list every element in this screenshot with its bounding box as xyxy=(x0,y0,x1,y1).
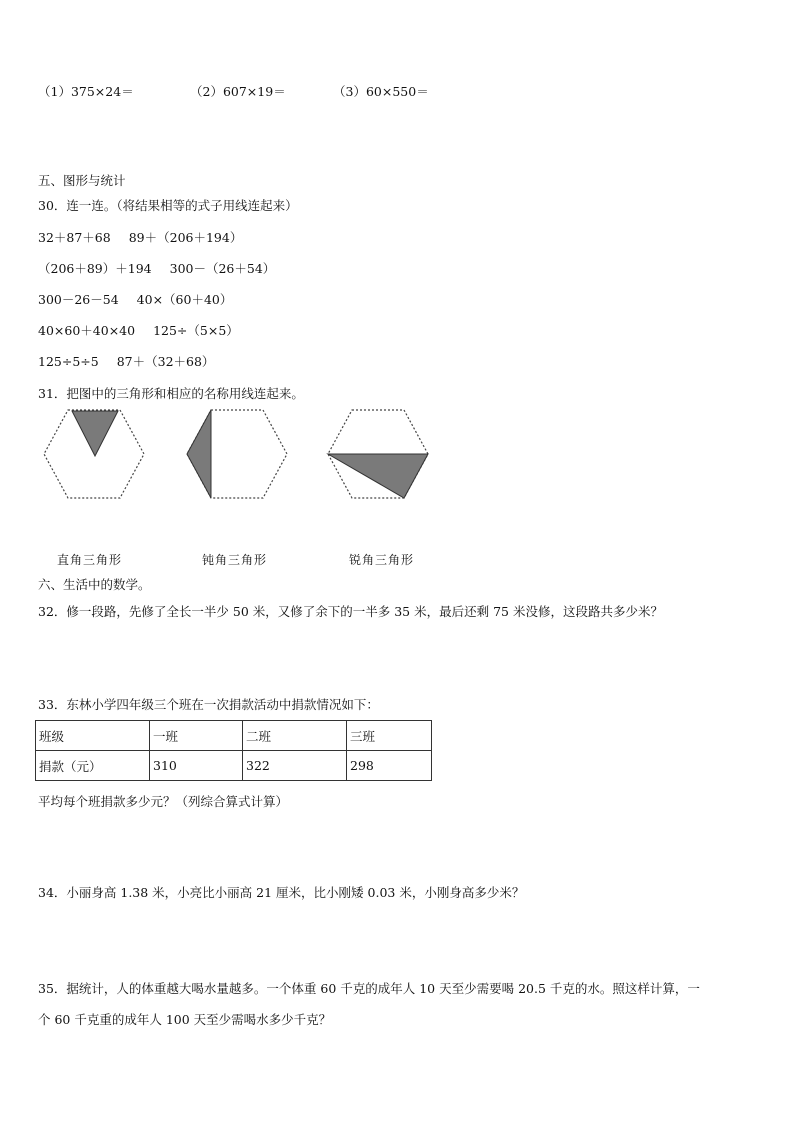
q30-left-expression: 300－26－54 xyxy=(38,292,119,307)
triangle-label-right: 直角三角形 xyxy=(57,553,123,567)
q30-left-expression: 32＋87＋68 xyxy=(38,230,111,245)
q30-right-expression: 87＋（32＋68） xyxy=(116,354,215,369)
hexagon-figure-1 xyxy=(42,408,146,500)
table-cell: 二班 xyxy=(243,721,347,751)
calc-problem-2: （2）607×19＝ xyxy=(190,84,286,99)
hexagon-figure-2 xyxy=(185,408,289,500)
donation-table xyxy=(35,720,432,781)
q35-line-1: 35．据统计，人的体重越大喝水量越多。一个体重 60 千克的成年人 10 天至少需要喝 20.5 千克的水。照这样计算，一 xyxy=(38,981,700,996)
q30-right-expression: 125÷（5×5） xyxy=(153,323,239,338)
table-cell: 310 xyxy=(150,751,243,781)
q30-row xyxy=(38,292,232,308)
hexagon-figure-3 xyxy=(326,408,430,500)
triangle-label-acute: 锐角三角形 xyxy=(349,553,415,567)
q32-text: 32．修一段路，先修了全长一半少 50 米，又修了余下的一半多 35 米，最后还剩 75 米没修，这段路共多少米？ xyxy=(38,604,663,619)
table-cell: 班级 xyxy=(36,721,150,751)
table-row xyxy=(36,751,432,781)
table-cell: 三班 xyxy=(347,721,432,751)
triangle-label-obtuse: 钝角三角形 xyxy=(202,553,268,567)
table-cell: 捐款（元） xyxy=(36,751,150,781)
q30-row xyxy=(38,261,275,277)
q30-row xyxy=(38,323,239,339)
q31-title: 31．把图中的三角形和相应的名称用线连起来。 xyxy=(38,386,304,401)
q30-row xyxy=(38,230,242,246)
q30-right-expression: 300－（26＋54） xyxy=(169,261,276,276)
q30-title: 30．连一连。（将结果相等的式子用线连起来） xyxy=(38,198,298,213)
table-cell: 322 xyxy=(243,751,347,781)
q30-row xyxy=(38,354,214,370)
table-cell: 一班 xyxy=(150,721,243,751)
calc-problem-1: （1）375×24＝ xyxy=(38,84,134,99)
q30-left-expression: 40×60＋40×40 xyxy=(38,323,136,338)
q34-text: 34．小丽身高 1.38 米，小亮比小丽高 21 厘米，比小刚矮 0.03 米，小刚身高多少米？ xyxy=(38,885,525,900)
section-6-title: 六、生活中的数学。 xyxy=(38,577,151,592)
table-cell: 298 xyxy=(347,751,432,781)
q33-question: 平均每个班捐款多少元？（列综合算式计算） xyxy=(38,794,289,809)
q30-left-expression: 125÷5÷5 xyxy=(38,354,99,369)
table-header-row xyxy=(36,721,432,751)
q30-right-expression: 89＋（206＋194） xyxy=(128,230,243,245)
q30-right-expression: 40×（60＋40） xyxy=(136,292,233,307)
q35-line-2: 个 60 千克重的成年人 100 天至少需喝水多少千克？ xyxy=(38,1012,332,1027)
calc-problem-3: （3）60×550＝ xyxy=(333,84,429,99)
q30-left-expression: （206＋89）＋194 xyxy=(38,261,152,276)
section-5-title: 五、图形与统计 xyxy=(38,173,126,188)
q33-title: 33．东林小学四年级三个班在一次捐款活动中捐款情况如下： xyxy=(38,697,379,712)
